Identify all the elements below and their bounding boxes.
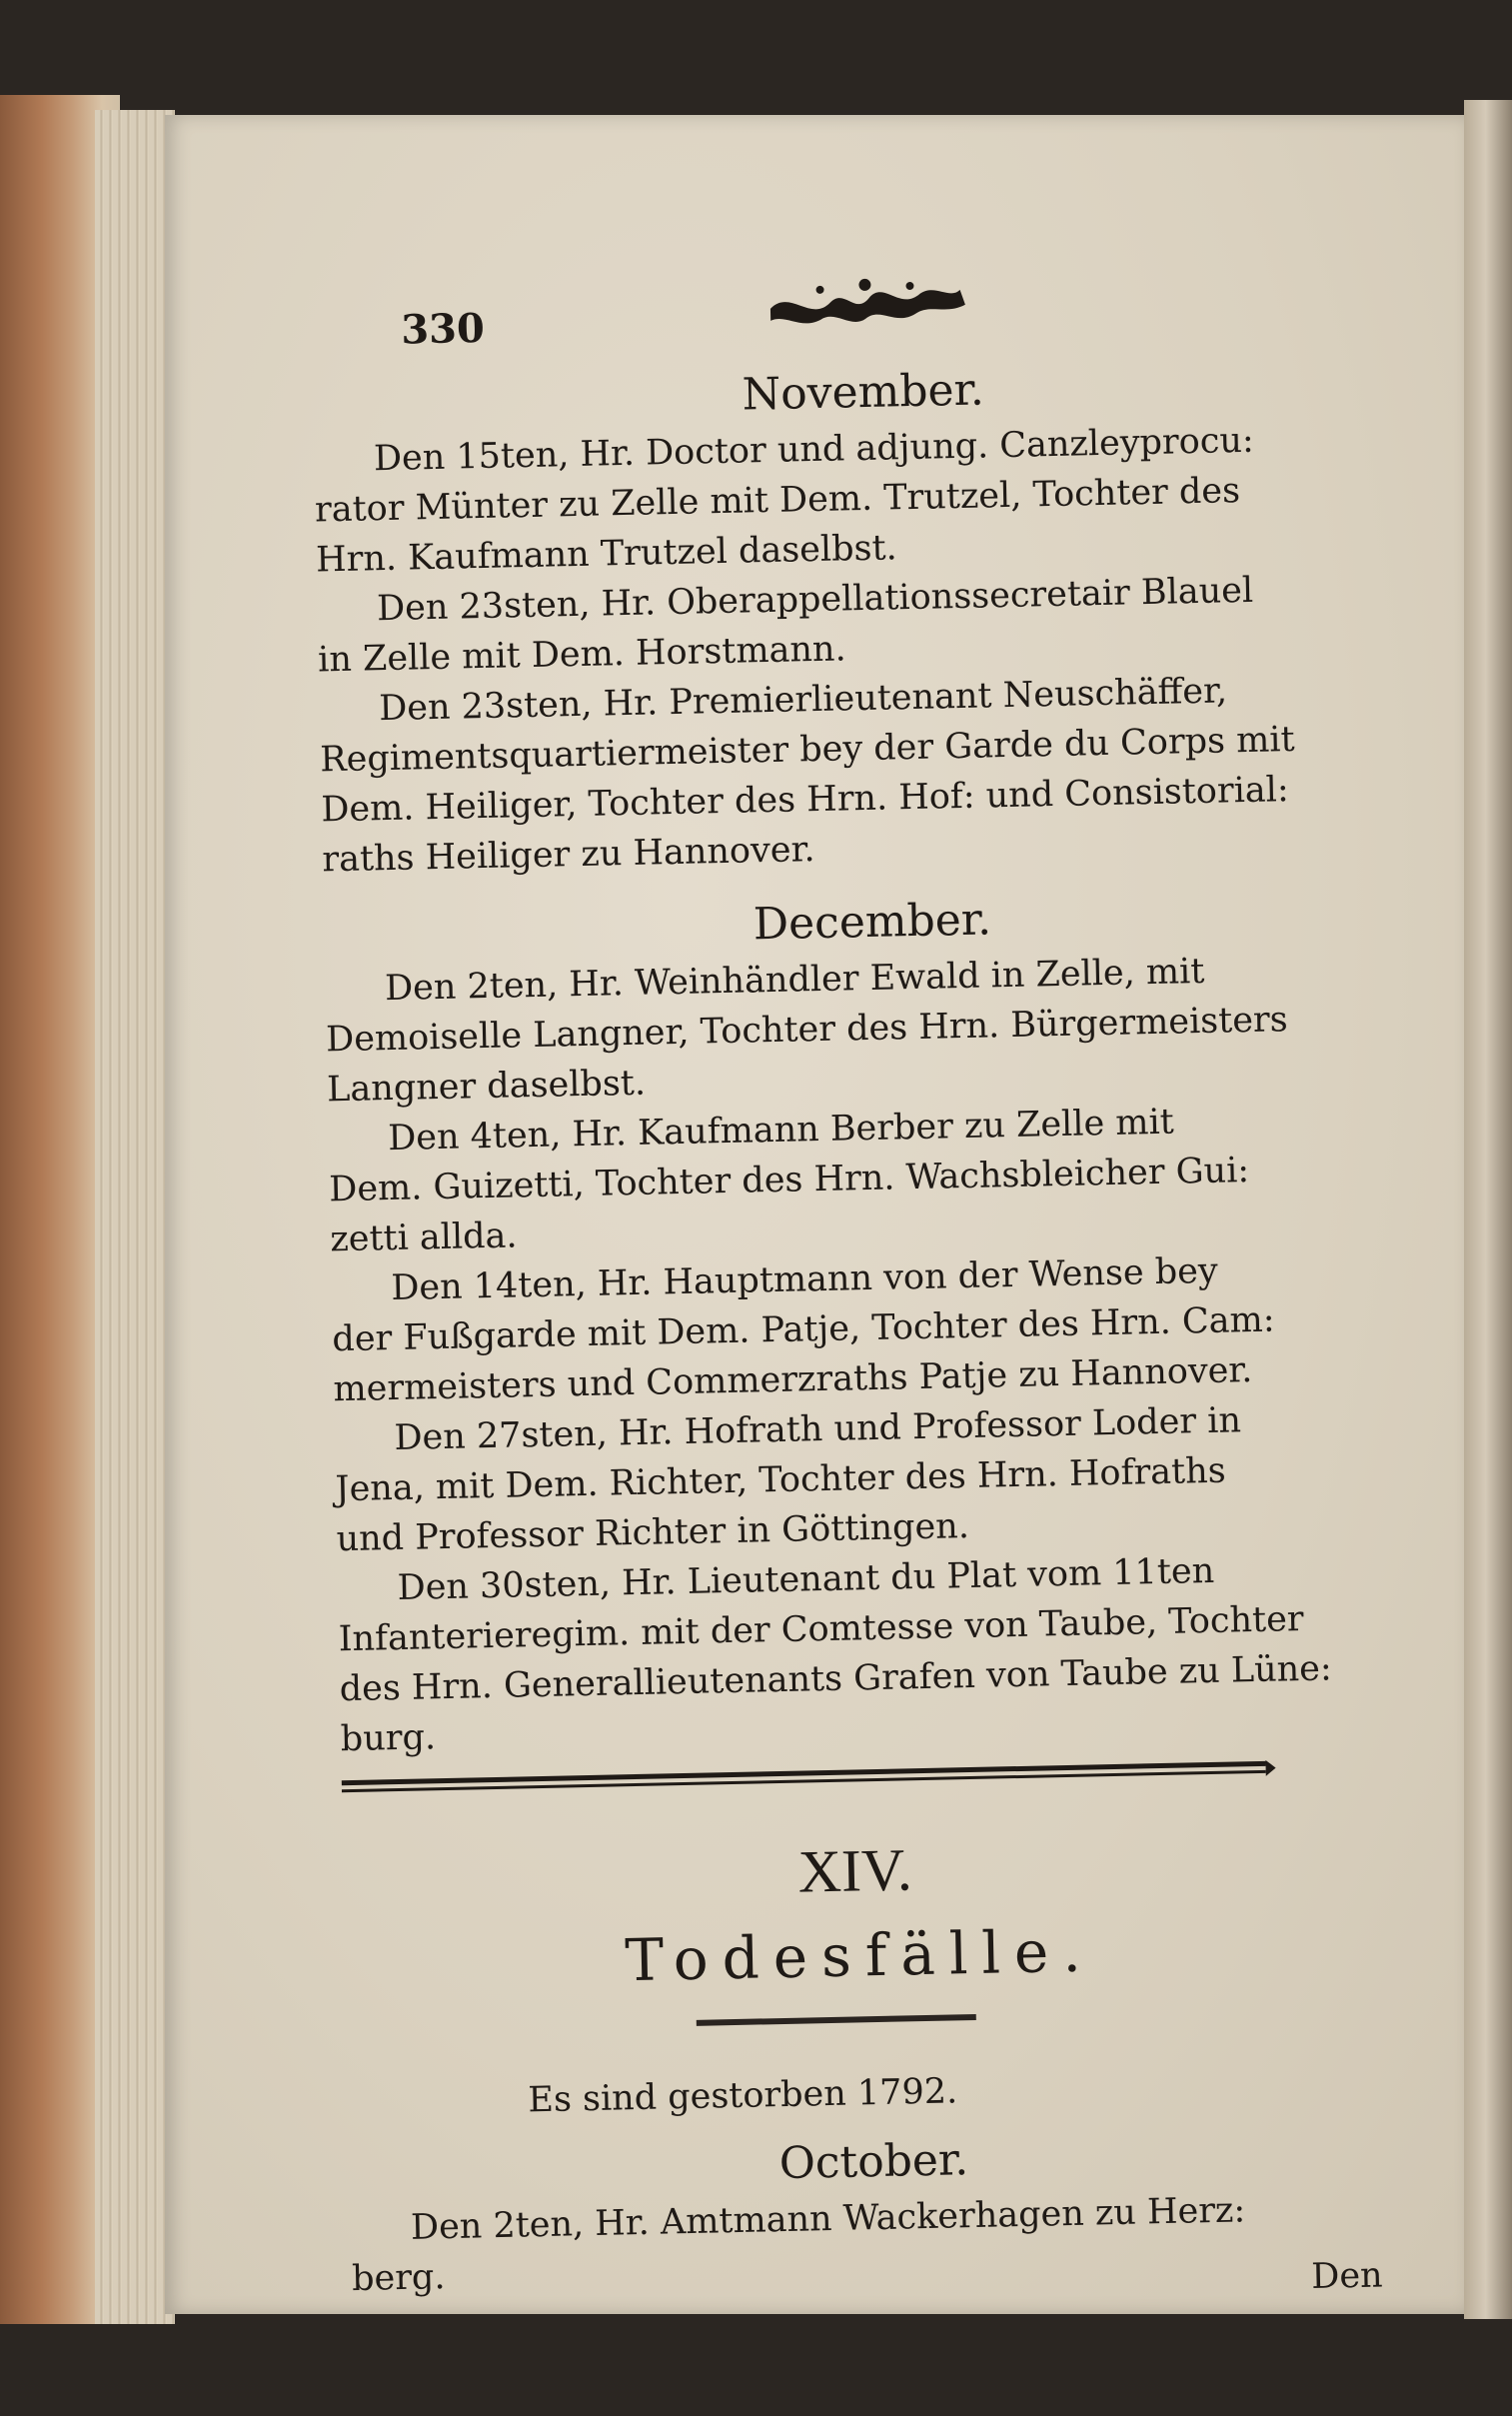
december-line: Den 14ten, Hr. Hauptmann von der Wense bey: [390, 1250, 1219, 1309]
deaths-intro: Es sind gestorben 1792.: [527, 2071, 958, 2121]
november-line: Den 23sten, Hr. Oberappellationssecretair Blauel: [376, 570, 1254, 630]
december-line: Den 30sten, Hr. Lieutenant du Plat vom 11ten: [397, 1550, 1215, 1608]
october-heading: October.: [778, 2134, 969, 2190]
section-title: Todesfälle.: [624, 1916, 1096, 1995]
ornament-icon: [759, 265, 970, 339]
december-heading: December.: [753, 894, 992, 951]
catchword: Den: [1310, 2255, 1384, 2297]
december-line: Jena, mit Dem. Richter, Tochter des Hrn. Hofraths: [335, 1450, 1227, 1510]
december-line: der Fußgarde mit Dem. Patje, Tochter des Hrn. Cam:: [332, 1299, 1275, 1360]
page-number: 330: [400, 304, 486, 354]
november-line: Regimentsquartiermeister bey der Garde du Corps mit: [319, 720, 1295, 781]
november-line: raths Heiliger zu Hannover.: [321, 830, 815, 881]
december-line: burg.: [340, 1717, 437, 1760]
page-stack-edge: [95, 110, 175, 2324]
november-line: Dem. Heiliger, Tochter des Hrn. Hof: und Consistorial:: [320, 770, 1290, 831]
december-line: zetti allda.: [329, 1215, 518, 1260]
section-number: XIV.: [796, 1836, 913, 1905]
december-line: Dem. Guizetti, Tochter des Hrn. Wachsbleicher Gui:: [328, 1151, 1250, 1210]
facing-page-edge: [1464, 100, 1512, 2319]
december-line: Infanterieregim. mit der Comtesse von Taube, Tochter: [338, 1599, 1304, 1660]
december-line: Langner daselbst.: [326, 1063, 647, 1111]
november-line: Hrn. Kaufmann Trutzel daselbst.: [315, 528, 898, 581]
december-line: und Professor Richter in Göttingen.: [336, 1505, 970, 1560]
november-heading: November.: [742, 364, 985, 421]
december-line: Den 4ten, Hr. Kaufmann Berber zu Zelle mit: [387, 1102, 1175, 1160]
deaths-line: Den 2ten, Hr. Amtmann Wackerhagen zu Herz:: [410, 2190, 1246, 2248]
december-line: Den 2ten, Hr. Weinhändler Ewald in Zelle, mit: [384, 951, 1205, 1010]
december-line: mermeisters und Commerzraths Patje zu Hannover.: [333, 1350, 1253, 1410]
december-line: Demoiselle Langner, Tochter des Hrn. Bürgermeisters: [325, 1000, 1289, 1061]
december-line: Den 27sten, Hr. Hofrath und Professor Loder in: [394, 1400, 1242, 1459]
november-line: in Zelle mit Dem. Horstmann.: [317, 629, 847, 681]
december-line: des Hrn. Generallieutenants Grafen von Taube zu Lüne:: [339, 1648, 1333, 1710]
november-line: Den 15ten, Hr. Doctor und adjung. Canzleyprocu:: [373, 420, 1255, 480]
november-line: rator Münter zu Zelle mit Dem. Trutzel, Tochter des: [314, 471, 1241, 531]
november-line: Den 23sten, Hr. Premierlieutenant Neuschäffer,: [378, 671, 1228, 730]
deaths-line: berg.: [351, 2257, 446, 2300]
